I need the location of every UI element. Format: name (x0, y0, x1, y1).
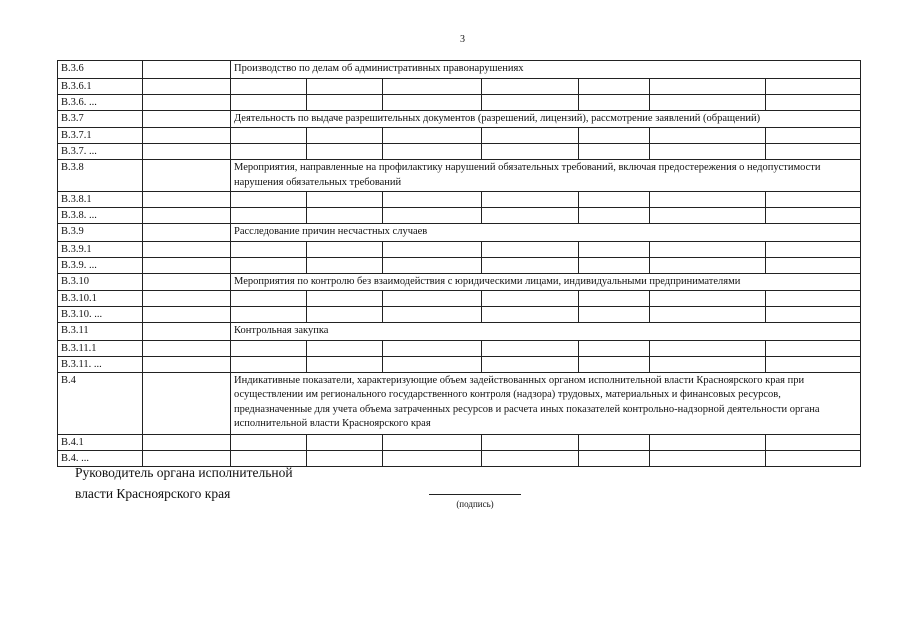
empty-cell (307, 94, 383, 110)
empty-cell (766, 128, 861, 144)
empty-cell (650, 307, 766, 323)
empty-cell (383, 94, 482, 110)
empty-cell (231, 356, 307, 372)
empty-cell (579, 291, 650, 307)
table-row (58, 192, 861, 208)
empty-cell (383, 291, 482, 307)
indicators-table (57, 60, 861, 467)
empty-cell (482, 434, 579, 450)
empty-cell (383, 208, 482, 224)
empty-cell (231, 307, 307, 323)
empty-cell (766, 208, 861, 224)
empty-cell (383, 257, 482, 273)
row-code-cell: B.3.10. ... (58, 307, 143, 323)
empty-cell (383, 434, 482, 450)
row-description-cell: Индикативные показатели, характеризующие объем задействованных органом исполнительной власти Красноярского края при осуществлении им регионального государственного контроля (надзора) трудовых, материальных и финансовых ресурсов, предназначенные для учета объема затраченных ресурсов и расчета иных показателей контрольно-надзорной деятельности органа исполнительной власти Красноярского края (231, 372, 861, 434)
empty-cell (143, 144, 231, 160)
empty-cell (766, 257, 861, 273)
table-row (58, 356, 861, 372)
signature-title-line-2: власти Красноярского края (75, 486, 231, 501)
empty-cell (143, 241, 231, 257)
empty-cell (307, 78, 383, 94)
row-code-cell: B.3.9.1 (58, 241, 143, 257)
empty-cell (307, 450, 383, 466)
row-code-cell: B.3.8.1 (58, 192, 143, 208)
empty-cell (307, 307, 383, 323)
row-code-cell: B.3.7.1 (58, 128, 143, 144)
empty-cell (579, 208, 650, 224)
empty-cell (307, 144, 383, 160)
empty-cell (766, 192, 861, 208)
empty-cell (579, 307, 650, 323)
empty-cell (143, 257, 231, 273)
empty-cell (383, 307, 482, 323)
empty-cell (579, 434, 650, 450)
table-row (58, 273, 861, 291)
empty-cell (143, 291, 231, 307)
row-description-cell: Расследование причин несчастных случаев (231, 224, 861, 242)
table-row (58, 144, 861, 160)
empty-cell (143, 94, 231, 110)
empty-cell (143, 340, 231, 356)
table-row (58, 94, 861, 110)
empty-cell (383, 241, 482, 257)
empty-cell (579, 356, 650, 372)
empty-cell (482, 291, 579, 307)
empty-cell (143, 372, 231, 434)
empty-cell (231, 208, 307, 224)
empty-cell (650, 78, 766, 94)
empty-cell (482, 340, 579, 356)
row-code-cell: B.3.6. ... (58, 94, 143, 110)
empty-cell (579, 128, 650, 144)
table-row (58, 241, 861, 257)
row-code-cell: B.3.11 (58, 323, 143, 341)
page-number: 3 (460, 34, 465, 45)
row-description-cell: Мероприятия по контролю без взаимодействия с юридическими лицами, индивидуальными предпринимателями (231, 273, 861, 291)
empty-cell (482, 78, 579, 94)
empty-cell (482, 144, 579, 160)
row-description-cell: Деятельность по выдаче разрешительных документов (разрешений, лицензий), рассмотрение заявлений (обращений) (231, 110, 861, 128)
table-row (58, 340, 861, 356)
empty-cell (307, 241, 383, 257)
empty-cell (383, 450, 482, 466)
row-description-cell: Контрольная закупка (231, 323, 861, 341)
empty-cell (143, 356, 231, 372)
row-code-cell: B.3.10 (58, 273, 143, 291)
empty-cell (143, 110, 231, 128)
empty-cell (579, 94, 650, 110)
table-row (58, 257, 861, 273)
row-code-cell: B.3.8. ... (58, 208, 143, 224)
empty-cell (143, 192, 231, 208)
empty-cell (650, 128, 766, 144)
empty-cell (307, 340, 383, 356)
empty-cell (766, 94, 861, 110)
table-row (58, 323, 861, 341)
empty-cell (766, 241, 861, 257)
empty-cell (766, 356, 861, 372)
table-row (58, 291, 861, 307)
empty-cell (650, 241, 766, 257)
table-row (58, 224, 861, 242)
empty-cell (231, 192, 307, 208)
row-code-cell: B.3.7. ... (58, 144, 143, 160)
empty-cell (482, 356, 579, 372)
table-row (58, 128, 861, 144)
row-code-cell: B.4. ... (58, 450, 143, 466)
table-row (58, 372, 861, 434)
empty-cell (383, 78, 482, 94)
empty-cell (766, 78, 861, 94)
row-description-cell: Производство по делам об административных правонарушениях (231, 61, 861, 79)
empty-cell (143, 273, 231, 291)
empty-cell (766, 307, 861, 323)
empty-cell (579, 144, 650, 160)
table-row (58, 208, 861, 224)
empty-cell (143, 323, 231, 341)
empty-cell (482, 208, 579, 224)
empty-cell (231, 340, 307, 356)
row-code-cell: B.3.8 (58, 160, 143, 192)
empty-cell (650, 356, 766, 372)
empty-cell (231, 128, 307, 144)
row-code-cell: B.3.7 (58, 110, 143, 128)
table-row (58, 78, 861, 94)
table-body (58, 61, 861, 467)
empty-cell (766, 450, 861, 466)
empty-cell (482, 241, 579, 257)
empty-cell (307, 257, 383, 273)
empty-cell (482, 128, 579, 144)
empty-cell (579, 340, 650, 356)
empty-cell (307, 208, 383, 224)
row-code-cell: B.3.9 (58, 224, 143, 242)
empty-cell (307, 192, 383, 208)
empty-cell (143, 307, 231, 323)
signature-block (75, 462, 293, 504)
empty-cell (231, 241, 307, 257)
empty-cell (579, 257, 650, 273)
empty-cell (231, 434, 307, 450)
empty-cell (231, 291, 307, 307)
empty-cell (650, 340, 766, 356)
empty-cell (579, 78, 650, 94)
empty-cell (307, 434, 383, 450)
empty-cell (143, 224, 231, 242)
empty-cell (482, 257, 579, 273)
empty-cell (383, 340, 482, 356)
row-code-cell: B.4 (58, 372, 143, 434)
empty-cell (650, 257, 766, 273)
table-row (58, 307, 861, 323)
empty-cell (482, 192, 579, 208)
row-code-cell: B.3.11. ... (58, 356, 143, 372)
empty-cell (766, 144, 861, 160)
empty-cell (650, 434, 766, 450)
empty-cell (650, 144, 766, 160)
empty-cell (482, 450, 579, 466)
empty-cell (650, 450, 766, 466)
row-code-cell: B.3.6 (58, 61, 143, 79)
signature-line (429, 494, 521, 495)
empty-cell (231, 94, 307, 110)
empty-cell (231, 257, 307, 273)
row-description-cell: Мероприятия, направленные на профилактику нарушений обязательных требований, включая предостережения о недопустимости нарушения обязательных требований (231, 160, 861, 192)
empty-cell (383, 356, 482, 372)
empty-cell (383, 128, 482, 144)
empty-cell (307, 291, 383, 307)
empty-cell (650, 208, 766, 224)
empty-cell (143, 78, 231, 94)
signature-caption: (подпись) (456, 499, 494, 509)
empty-cell (482, 94, 579, 110)
empty-cell (650, 94, 766, 110)
table-row (58, 61, 861, 79)
empty-cell (231, 78, 307, 94)
table-row (58, 110, 861, 128)
empty-cell (579, 241, 650, 257)
empty-cell (383, 192, 482, 208)
empty-cell (231, 144, 307, 160)
empty-cell (383, 144, 482, 160)
empty-cell (307, 128, 383, 144)
empty-cell (579, 192, 650, 208)
empty-cell (766, 291, 861, 307)
empty-cell (766, 434, 861, 450)
signature-title-line-1: Руководитель органа исполнительной (75, 465, 293, 480)
empty-cell (143, 61, 231, 79)
empty-cell (143, 434, 231, 450)
empty-cell (766, 340, 861, 356)
row-code-cell: B.4.1 (58, 434, 143, 450)
empty-cell (143, 208, 231, 224)
row-code-cell: B.3.6.1 (58, 78, 143, 94)
empty-cell (579, 450, 650, 466)
table-row (58, 160, 861, 192)
row-code-cell: B.3.11.1 (58, 340, 143, 356)
empty-cell (650, 192, 766, 208)
row-code-cell: B.3.9. ... (58, 257, 143, 273)
table-row (58, 434, 861, 450)
empty-cell (650, 291, 766, 307)
empty-cell (482, 307, 579, 323)
empty-cell (143, 160, 231, 192)
empty-cell (307, 356, 383, 372)
empty-cell (143, 128, 231, 144)
row-code-cell: B.3.10.1 (58, 291, 143, 307)
